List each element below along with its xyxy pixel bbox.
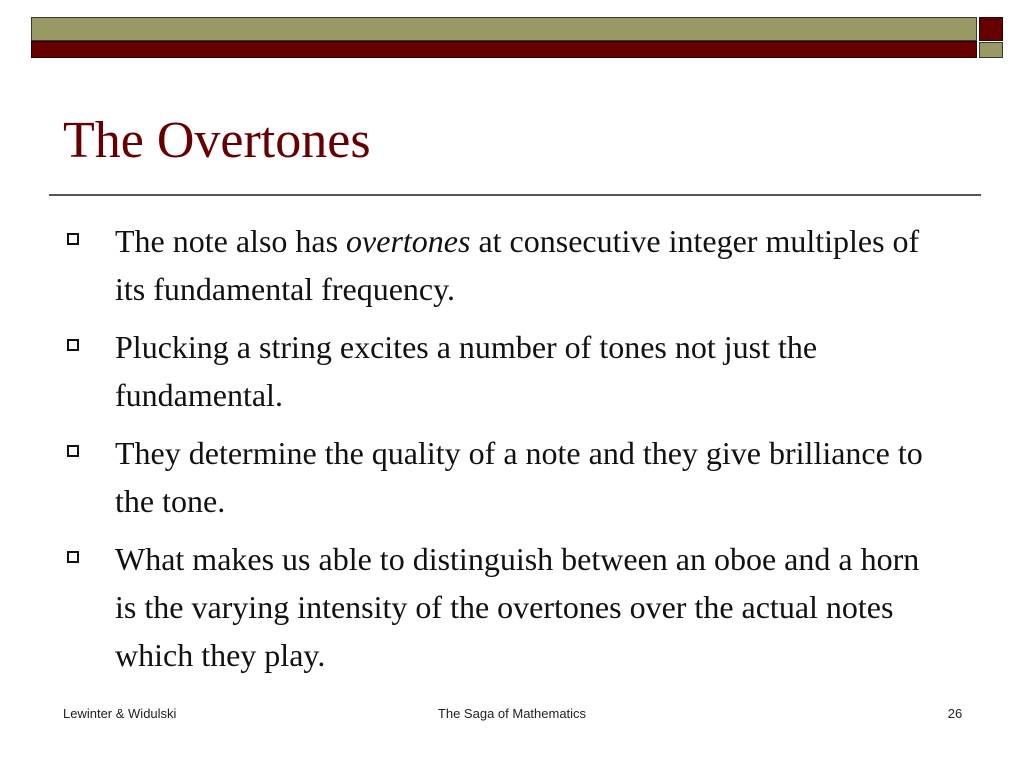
slide-title: The Overtones: [63, 112, 371, 169]
bullet-list: [0, 217, 1024, 689]
bullet-text: Plucking a string excites a number of tones not just the fundamental.: [115, 329, 818, 413]
bullet-text: What makes us able to distinguish between an oboe and a horn is the varying intensity of the overtones over the actual notes which they play.: [115, 541, 920, 673]
bullet-item: [0, 535, 935, 679]
hollow-square-bullet-icon: [67, 233, 79, 245]
hollow-square-bullet-icon: [67, 445, 79, 457]
bullet-item: [0, 217, 935, 313]
bullet-item: [0, 429, 935, 525]
bullet-text-lead: The note also has: [115, 223, 347, 259]
bullet-text-emphasis: overtones: [346, 223, 471, 259]
footer-authors: Lewinter & Widulski: [63, 706, 177, 721]
footer-title: The Saga of Mathematics: [437, 706, 587, 721]
bullet-item: [0, 323, 935, 419]
bullet-text-rest: at consecutive integer multiples of its fundamental frequency.: [115, 223, 920, 307]
header-olive-square: [979, 42, 1003, 58]
header-red-bar: [31, 41, 977, 58]
title-divider: [49, 194, 981, 196]
bullet-text: [115, 223, 919, 307]
page-number: 26: [947, 706, 963, 721]
hollow-square-bullet-icon: [67, 339, 79, 351]
bullet-text: They determine the quality of a note and they give brilliance to the tone.: [115, 435, 923, 519]
header-olive-bar: [31, 17, 977, 41]
header-red-square: [979, 17, 1003, 41]
hollow-square-bullet-icon: [67, 551, 79, 563]
